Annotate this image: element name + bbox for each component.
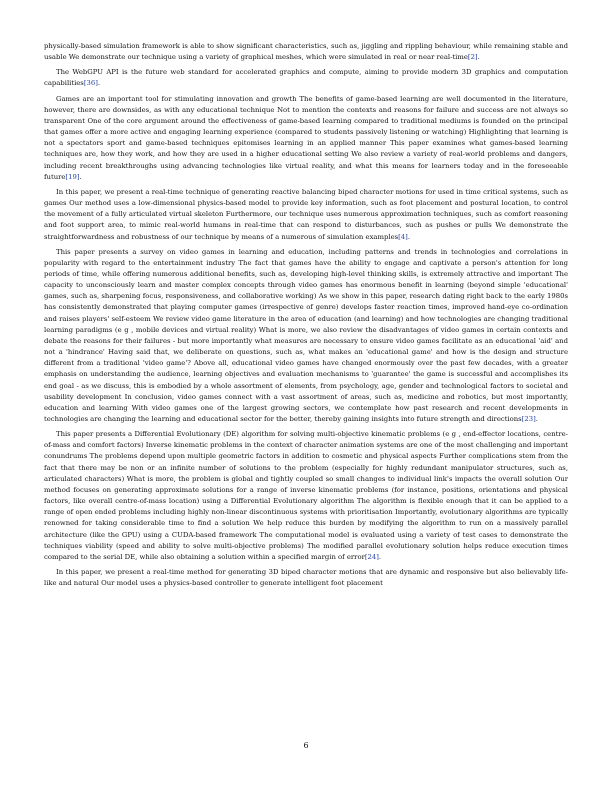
paragraph-text: This paper presents a survey on video games in learning and education, including patterns and trends in technologies and correlations in popularity with regard to the entertainment industry The fact that games have the ability to engage and captivate a person's attention for long periods of time, while offering numerous additional benefits, such as, developing high-level thinking skills, is extremely attractive and important The capacity to unconsciously learn and master complex concepts through video games has enormous benefit in learning (beyond simple 'educational' games, such as, sharpening focus, responsiveness, and collaborative working) As we show in this paper, research dating right back to the early 1980s has consistently demonstrated that playing computer games (irrespective of genre) develops faster reaction times, improved hand-eye co-ordination and raises players' self-esteem We review video game literature in the area of education (and learning) and how technologies are changing traditional learning paradigms (e g , mobile devices and virtual reality) What is more, we also review the disadvantages of video games in certain contexts and debate the reasons for their failures - but more importantly what measures are necessary to ensure video games facilitate as an educational 'aid' and not a 'hindrance' Having said that, we deliberate on questions, such as, what makes an 'educational game' and how is the design and structure different from a traditional 'video game'? Above all, educational video games have changed enormously over the past few decades, with a greater emphasis on understanding the audience, learning objectives and evaluation mechanisms to 'guarantee' the game is successful and accomplishes its end goal - as we discuss, this is embodied by a whole assortment of elements, from psychology, age, gender and technological factors to societal and usability development In conclusion, video games connect with a vast assortment of areas, such as, medicine and robotics, but most importantly, education and learning With video games one of the largest growing sectors, we contemplate how past research and recent developments in technologies are changing the learning and educational sector for the better, thereby gaining insights into future strength and directions (44, 247, 568, 423)
citation-link[interactable]: [24] (364, 552, 379, 561)
paragraph-text: Games are an important tool for stimulating innovation and growth The benefits of game-based learning are well documented in the literature, however, there are downsides, as with any educational technique Not to mention the contexts and reasons for failure and success are not always so transparent One of the core argument around the effectiveness of game-based learning compared to traditional mediums is founded on the principal that games offer a more active and engaging learning experience (compared to students passively listening or watching) Highlighting that learning is not a spectators sport and game-based techniques epitomises learning in an applied manner This paper examines what games-based learning techniques are, how they work, and how they are used in a higher educational setting We also review a variety of real-world problems and dangers, including recent breakthroughs using advancing technologies like virtual reality, and what this means for learners today and in the foreseeable future (44, 94, 568, 181)
citation-link[interactable]: [2] (467, 53, 478, 62)
paragraph-text: physically-based simulation framework is able to show significant characteristics, such as, jiggling and rippling behaviour, while remaining stable and usable We demonstrate our technique using a variety of graphical meshes, which were simulated in real or near real-time (44, 42, 568, 62)
paragraph-7 (44, 567, 568, 589)
paragraph-tail: . (97, 79, 101, 88)
citation-link[interactable]: [36] (83, 79, 98, 88)
paragraph-tail: . (477, 53, 480, 62)
page-number: 6 (303, 741, 309, 750)
paragraph-2 (44, 67, 568, 89)
paragraph-1 (44, 41, 568, 63)
paragraph-text: In this paper, we present a real-time method for generating 3D biped character motions that are dynamic and responsive but also believably life-like and natural Our model uses a physics-based controller to generate intelligent foot placement (44, 568, 568, 588)
citation-link[interactable]: [4] (398, 232, 408, 241)
paragraph-6 (44, 429, 568, 563)
paragraph-tail: . (79, 172, 82, 181)
paragraph-text: In this paper, we present a real-time technique of generating reactive balancing biped character motions for used in time critical systems, such as games Our method uses a low-dimensional physics-based model to provide key information, such as foot placement and postural location, to control the movement of a fully articulated virtual skeleton Furthermore, our technique uses numerous approximation techniques, such as comfort reasoning and foot support area, to mimic real-world humans in real-time that can respond to disturbances, such as pushes or pulls We demonstrate the straightforwardness and robustness of our technique by means of a numerous of simulation examples (44, 187, 568, 241)
body-text (44, 41, 568, 593)
citation-link[interactable]: [19] (65, 172, 80, 181)
paragraph-4 (44, 187, 568, 243)
paragraph-text: This paper presents a Differential Evolutionary (DE) algorithm for solving multi-objective kinematic problems (e g , end-effector locations, centre-of-mass and comfort factors) Inverse kinematic problems in the context of character animation systems are one of the most challenging and important conundrums The problems depend upon multiple geometric factors in addition to cosmetic and physical aspects Further complications stem from the fact that there may be non or an infinite number of solutions to the problem (especially for highly redundant manipulator structures, such as, articulated characters) What is more, the problem is global and tightly coupled so small changes to individual link's impacts the overall solution Our method focuses on generating approximate solutions for a range of inverse kinematic problems (for instance, positions, orientations and physical factors, like overall centre-of-mass location) using a Differential Evolutionary algorithm The algorithm is flexible enough that it can be applied to a range of open ended problems including highly non-linear discontinuous systems with prioritisation Importantly, evolutionary algorithms are typically renowned for taking considerable time to find a solution We help reduce this burden by modifying the algorithm to run on a massively parallel architecture (like the GPU) using a CUDA-based framework The computational model is evaluated using a variety of test cases to demonstrate the techniques viability (speed and ability to solve multi-objective problems) The modified parallel evolutionary solution helps reduce execution times compared to the serial DE, while also obtaining a solution within a specified margin of error (44, 430, 568, 561)
paragraph-tail: . (378, 552, 382, 561)
paragraph-5 (44, 247, 568, 426)
paragraph-tail: . (535, 415, 538, 423)
paragraph-tail: . (407, 232, 411, 241)
paragraph-3 (44, 94, 568, 183)
citation-link[interactable]: [23] (521, 415, 536, 423)
paragraph-text: The WebGPU API is the future web standard for accelerated graphics and compute, aiming to provide modern 3D graphics and computation capabilities (44, 68, 568, 88)
